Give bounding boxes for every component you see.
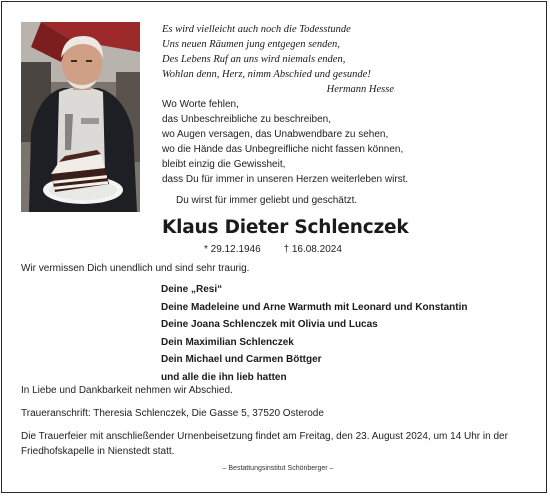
- mourner-line: Dein Michael und Carmen Böttger: [161, 354, 322, 366]
- life-dates: [204, 244, 342, 255]
- poem-author: Hermann Hesse: [326, 84, 394, 95]
- poem-line: Wohlan denn, Herz, nimm Abschied und gesunde!: [162, 69, 371, 80]
- funeral-home-credit: – Bestattungsinstitut Schönberger –: [222, 465, 334, 472]
- mourner-line: Deine Joana Schlenczek mit Olivia und Lucas: [161, 319, 378, 331]
- death-date: † 16.08.2024: [283, 244, 342, 255]
- prose-line: das Unbeschreibliche zu beschreiben,: [162, 114, 331, 125]
- intro-text: Wir vermissen Dich unendlich und sind sehr traurig.: [21, 263, 250, 274]
- mourner-line: Dein Maximilian Schlenczek: [161, 336, 294, 348]
- portrait-photo: [21, 22, 140, 212]
- portrait-illustration: [21, 22, 140, 212]
- prose-verse: [162, 97, 542, 187]
- mourning-address: Traueranschrift: Theresia Schlenczek, Die Gasse 5, 37520 Osterode: [21, 408, 324, 419]
- prose-line: bleibt einzig die Gewissheit,: [162, 159, 286, 170]
- prose-line: wo die Hände das Unbegreifliche nicht fassen können,: [162, 144, 404, 155]
- farewell-text: In Liebe und Dankbarkeit nehmen wir Abschied.: [21, 385, 233, 396]
- closing-line: Du wirst für immer geliebt und geschätzt.: [176, 195, 358, 206]
- prose-line: wo Augen versagen, das Unabwendbare zu sehen,: [162, 129, 389, 140]
- mourner-line: Deine „Resi“: [161, 284, 223, 295]
- poem-line: Uns neuen Räumen jung entgegen senden,: [162, 39, 340, 50]
- deceased-name: Klaus Dieter Schlenczek: [162, 217, 409, 238]
- poem: [162, 22, 402, 97]
- funeral-info: Die Trauerfeier mit anschließender Urnenbeisetzung findet am Freitag, den 23. August 2024, um 14 Uhr in der Friedhofskapelle in Nienstedt statt.: [21, 431, 508, 457]
- prose-line: dass Du für immer in unseren Herzen weiterleben wirst.: [162, 174, 409, 185]
- mourner-line: und alle die ihn lieb hatten: [161, 371, 287, 383]
- prose-line: Wo Worte fehlen,: [162, 99, 239, 110]
- mourners-list: [161, 281, 468, 387]
- mourner-line: Deine Madeleine und Arne Warmuth mit Leonard und Konstantin: [161, 301, 468, 313]
- birth-date: * 29.12.1946: [204, 244, 261, 255]
- poem-line: Des Lebens Ruf an uns wird niemals enden,: [162, 54, 346, 65]
- poem-line: Es wird vielleicht auch noch die Todesstunde: [162, 24, 351, 35]
